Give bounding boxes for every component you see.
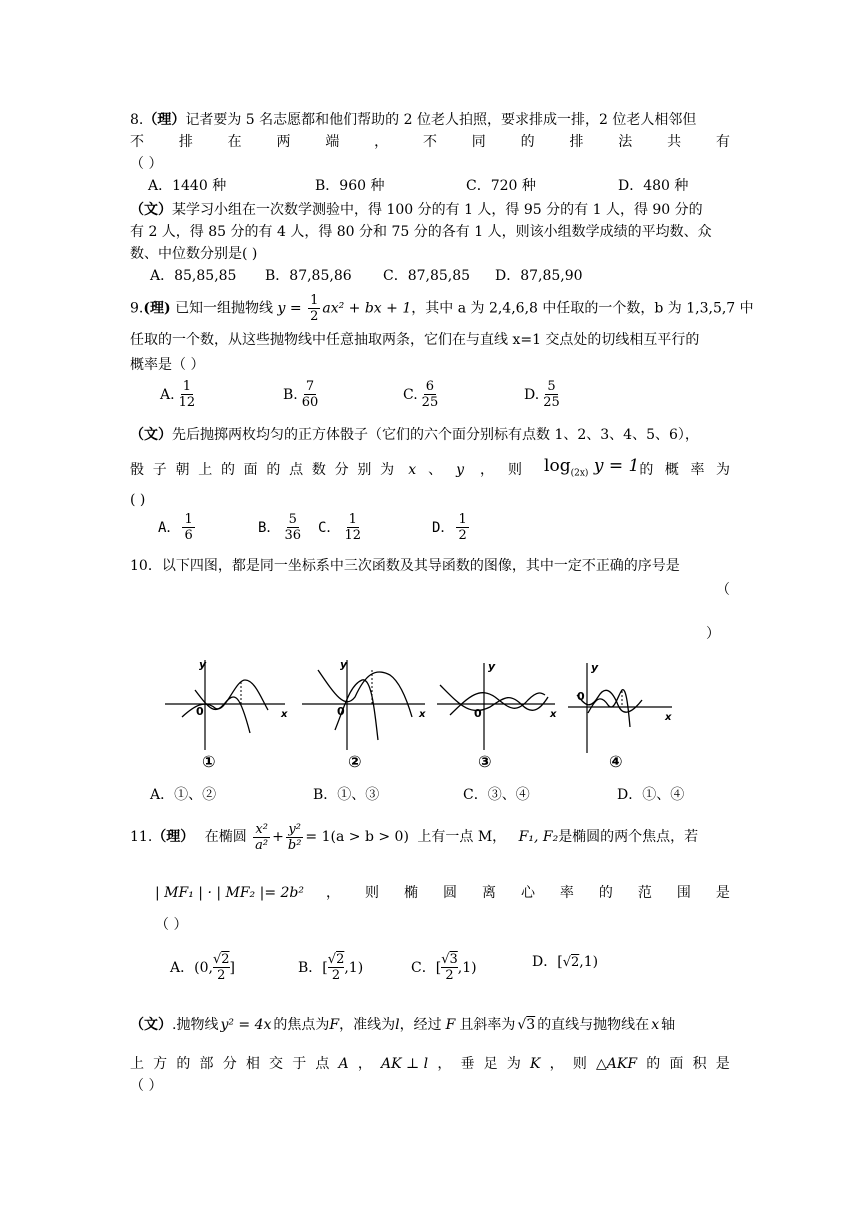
- q10-paren-open: （: [716, 582, 730, 598]
- q8-spread-char-5: ，: [374, 134, 389, 150]
- q9w-option-label: B．: [258, 519, 281, 536]
- q11w-spread-item-18: 则: [572, 1056, 587, 1072]
- q9w-spread-char-8: 数: [311, 461, 326, 478]
- q8w-option-C[interactable]: C．87,85,85: [383, 268, 471, 284]
- q11-spread-char-2: 椭: [403, 885, 418, 901]
- q11-spread-char-8: 范: [637, 885, 652, 901]
- q8-spread-char-1: 排: [178, 134, 193, 150]
- q9-formula-eq: =: [285, 300, 307, 317]
- graph-2-origin: 0: [337, 705, 345, 718]
- graph-1: [165, 658, 288, 771]
- q9w-option-den: 12: [344, 528, 361, 543]
- graph-4-curve-b: [588, 690, 630, 727]
- q8w-option-A[interactable]: A．85,85,85: [150, 268, 237, 284]
- q11w-e: 且斜率为: [459, 1017, 516, 1033]
- q8-spread-char-8: 的: [520, 134, 535, 150]
- q11w-spread-item-8: 点: [315, 1056, 330, 1072]
- q11-option-B[interactable]: [298, 952, 363, 983]
- q11-spread-char-7: 的: [598, 885, 613, 901]
- q11-option-C[interactable]: [411, 952, 477, 983]
- q8-option-A[interactable]: A．1440 种: [148, 178, 227, 194]
- graph-3-curve-a: [440, 685, 548, 711]
- q9w-spread-char-11: 为: [380, 461, 395, 478]
- q9w-log-base: (2x): [570, 468, 589, 479]
- q11w-spread-item-19: △AKF: [595, 1056, 638, 1072]
- q8w-stem1: 某学习小组在一次数学测验中，得 100 分的有 1 人，得 95 分的有 1 人，得 90 分的: [172, 202, 703, 218]
- q9-tag: (理): [143, 300, 171, 317]
- graph-1-curve-a: [182, 680, 268, 717]
- q8-spread-char-10: 法: [618, 134, 633, 150]
- q9w-option-den: 36: [284, 528, 301, 543]
- q11w-spread-item-6: 交: [269, 1056, 284, 1072]
- q11w-line2: [130, 1054, 730, 1074]
- q11-option-pre: [: [322, 959, 328, 976]
- q9w-tag: （文）: [130, 427, 172, 443]
- q9-option-label: C.: [403, 386, 418, 403]
- q9w-option-fraction: [182, 512, 194, 543]
- q11-option-den: 2: [445, 968, 454, 983]
- q11w-eq: y² = 4x: [220, 1017, 272, 1033]
- q9-option-label: A.: [160, 386, 175, 403]
- q11w-spread-item-5: 相: [245, 1056, 260, 1072]
- q11w-spread-item-13: 垂: [460, 1056, 475, 1072]
- q11w-spread-item-22: 积: [692, 1056, 707, 1072]
- q11w-b: 的焦点为: [273, 1017, 330, 1033]
- q10-graphs: [0, 655, 860, 775]
- q11-option-post: ,1): [344, 959, 364, 976]
- q11-option-rad: 2: [221, 952, 230, 967]
- q11w-spread-item-15: 为: [506, 1056, 521, 1072]
- q9w-log: log: [544, 456, 571, 476]
- q9-formula-y: y: [277, 300, 286, 317]
- graph-1-y-label: y: [199, 658, 207, 671]
- q11w-spread-item-0: 上: [130, 1056, 144, 1072]
- q11-pre: 在椭圆: [204, 829, 247, 845]
- q9-option-A[interactable]: [160, 379, 199, 410]
- q8-spread-char-11: 共: [667, 134, 682, 150]
- q9w-spread-char-10: 别: [357, 461, 372, 478]
- q11-spread-char-5: 心: [520, 885, 535, 901]
- q11-number: 11.: [130, 829, 153, 845]
- q9w-y: y: [456, 461, 465, 478]
- q11-spread-char-9: 围: [676, 885, 691, 901]
- q9w-line2: [130, 456, 730, 483]
- q9-line3: 概率是（ ）: [130, 357, 205, 373]
- q9w-x: x: [408, 461, 417, 478]
- q9-half-num: 1: [310, 293, 319, 308]
- q9-line2: 任取的一个数，从这些抛物线中任意抽取两条，它们在与直线 x=1 交点处的切线相互平行的: [130, 332, 700, 348]
- q11-frac-x: [253, 822, 270, 853]
- q9-option-fraction: [541, 379, 562, 410]
- q9w-comma: ，: [480, 461, 495, 478]
- q9w-option-C[interactable]: [318, 512, 365, 543]
- q9w-option-D[interactable]: [432, 512, 471, 543]
- q11w-a: .抛物线: [172, 1017, 219, 1033]
- q9w-tail-char-1: 概: [664, 461, 679, 478]
- q9-option-num: 5: [547, 379, 556, 394]
- q11w-spread-item-1: 方: [153, 1056, 168, 1072]
- q10-option-D[interactable]: D．①、④: [617, 787, 685, 803]
- q8-stem: 记者要为 5 名志愿都和他们帮助的 2 位老人拍照，要求排成一排，2 位老人相邻但: [185, 112, 697, 128]
- q11-post2: 是椭圆的两个焦点，若: [558, 829, 699, 845]
- q11-option-radical: [563, 955, 580, 970]
- q8-option-C[interactable]: C．720 种: [466, 178, 536, 194]
- q8w-tag: （文）: [130, 202, 172, 218]
- q11w-spread-item-3: 部: [199, 1056, 214, 1072]
- q11w-answer-paren: （ ）: [130, 1078, 163, 1094]
- q11-spread-char-4: 离: [481, 885, 496, 901]
- graph-4-x-label: x: [665, 712, 672, 723]
- q8w-option-D[interactable]: D．87,85,90: [495, 268, 583, 284]
- graph-4-label: ④: [609, 752, 623, 771]
- q11-spread-char-6: 率: [559, 885, 574, 901]
- q9-post: ，其中 a 为 2,4,6,8 中任取的一个数，b 为 1,3,5,7 中: [411, 300, 754, 317]
- q8-option-D[interactable]: D．480 种: [618, 178, 689, 194]
- q11-option-post: ]: [229, 959, 235, 976]
- q9w-spread-char-5: 面: [243, 461, 258, 478]
- q8-number: 8.: [130, 112, 144, 128]
- graph-1-origin: 0: [196, 705, 204, 718]
- q9w-option-den: 6: [184, 528, 193, 543]
- q11-spread: [326, 883, 730, 903]
- q9-half-den: 2: [310, 309, 319, 324]
- q8-spread-char-7: 同: [471, 134, 486, 150]
- q11-elly: y²: [288, 821, 301, 837]
- q9w-tail-char-3: 为: [716, 461, 730, 478]
- graph-2-y-label: y: [340, 658, 348, 671]
- q8-spread-char-0: 不: [130, 134, 144, 150]
- q9-option-den: 25: [543, 395, 560, 410]
- q10-stem: 10．以下四图，都是同一坐标系中三次函数及其导函数的图像，其中一定不正确的序号是: [130, 558, 680, 574]
- q11-option-post: ,1): [457, 959, 477, 976]
- q11w-line1: [130, 1015, 675, 1035]
- q9-formula-rest: ax² + bx + 1: [322, 300, 412, 317]
- q9-pre: 已知一组抛物线: [175, 300, 274, 317]
- q8-tag: （理）: [143, 112, 186, 128]
- q9w-answer-paren: ( ): [130, 492, 146, 508]
- q11w-f: 的直线与抛物线在: [537, 1017, 650, 1033]
- q11-option-post: ,1): [579, 954, 599, 970]
- q11-option-label: D．: [532, 954, 558, 970]
- q9-option-num: 1: [182, 379, 191, 394]
- q9w-option-fraction: [342, 512, 363, 543]
- q11w-spread-item-14: 足: [483, 1056, 498, 1072]
- graph-2-label: ②: [348, 752, 362, 771]
- q9w-spread: [130, 460, 394, 480]
- q11-option-rad: 2: [336, 952, 345, 967]
- graph-4-y-label: y: [591, 661, 599, 674]
- graph-1-label: ①: [202, 752, 216, 771]
- q8-spread-char-9: 排: [569, 134, 584, 150]
- q11-option-label: A．: [170, 959, 195, 976]
- q11-option-sqrt: √2: [327, 952, 345, 967]
- q11w-spread-item-20: 的: [646, 1056, 661, 1072]
- graph-4: [568, 661, 672, 771]
- q9w-log-rest: y = 1: [593, 456, 640, 476]
- q11-option-radical: [441, 952, 458, 983]
- q8-option-B[interactable]: B．960 种: [315, 178, 385, 194]
- q8-spread-char-2: 在: [227, 134, 242, 150]
- q9-option-fraction: [177, 379, 198, 410]
- q11w-spread-item-9: A: [338, 1056, 349, 1072]
- q11-line2: [155, 883, 730, 903]
- q11w-F2: F: [445, 1017, 456, 1033]
- q9w-option-num: 1: [458, 512, 467, 527]
- q10-option-B[interactable]: B．①、③: [313, 787, 380, 803]
- graph-3-label: ③: [478, 752, 492, 771]
- q9w-tail: [639, 460, 730, 480]
- q11w-c: ，准线为: [339, 1017, 396, 1033]
- q11-option-pre: [: [435, 959, 442, 976]
- q11-ella: a²: [255, 837, 269, 853]
- q9w-then: 则: [508, 461, 523, 478]
- q11w-spread-item-7: 于: [292, 1056, 307, 1072]
- q11-option-sqrt: √3: [441, 952, 458, 967]
- q11w-spread-item-16: K: [530, 1056, 541, 1072]
- graph-1-x-label: x: [281, 709, 288, 720]
- graph-4-origin: 0: [577, 690, 585, 703]
- q9w-spread-char-4: 的: [220, 461, 235, 478]
- q11-option-rad: 3: [449, 952, 458, 967]
- q9w-spread-char-0: 骰: [130, 461, 144, 478]
- q9-option-label: B.: [283, 386, 298, 403]
- graph-3-origin: 0: [474, 707, 482, 720]
- q11-tag: （理）: [152, 829, 195, 845]
- q11-answer-paren: （ ）: [155, 917, 188, 933]
- q9w-option-fraction: [282, 512, 303, 543]
- q8-line2: [130, 132, 730, 152]
- q11-option-A[interactable]: [170, 952, 235, 983]
- q9w-spread-char-9: 分: [334, 461, 349, 478]
- q11w-spread-item-2: 的: [176, 1056, 191, 1072]
- q8-spread-char-3: 两: [276, 134, 291, 150]
- q8-spread-char-12: 有: [715, 134, 730, 150]
- q9w-option-label: A．: [158, 519, 181, 536]
- q11-condition: | MF₁ | · | MF₂ |= 2b²: [155, 885, 305, 901]
- q11-frac-y: [286, 822, 304, 853]
- q11w-spread-item-23: 是: [715, 1056, 730, 1072]
- q11-ellx: x²: [255, 821, 268, 837]
- q9w-spread-char-3: 上: [198, 461, 213, 478]
- q9w-stem1: 先后抛掷两枚均匀的正方体骰子（它们的六个面分别标有点数 1、2、3、4、5、6），: [172, 427, 699, 443]
- q9w-option-A[interactable]: [158, 512, 197, 543]
- q9w-option-label: C．: [318, 519, 341, 536]
- q11-foci: F₁, F₂: [518, 829, 559, 845]
- q10-paren-close: ）: [706, 626, 720, 642]
- q9-option-label: D.: [524, 386, 540, 403]
- q11w-sqrt3: √3: [517, 1017, 536, 1033]
- q11-option-pre: (0,: [194, 959, 213, 976]
- q11w-spread-item-17: ，: [549, 1056, 564, 1072]
- q11w-spread-item-12: ，: [437, 1056, 452, 1072]
- q11-spread-char-0: ，: [326, 885, 341, 901]
- q11-ell-rest: = 1(a > b > 0): [305, 829, 409, 845]
- q9w-option-num: 1: [348, 512, 357, 527]
- q11-option-label: C．: [411, 959, 436, 976]
- q9w-option-fraction: [456, 512, 468, 543]
- q8w-line3: 数、中位数分别是( ): [130, 246, 258, 262]
- q11w-spread-item-10: ，: [357, 1056, 372, 1072]
- q11w-l: l: [395, 1017, 400, 1033]
- q8w-line2: 有 2 人，得 85 分的有 4 人，得 80 分和 75 分的各有 1 人，则该小组数学成绩的平均数、众: [130, 224, 712, 240]
- q9w-spread-char-1: 子: [152, 461, 167, 478]
- q11-option-sqrt: √2: [212, 952, 230, 967]
- q8-line1: [130, 110, 696, 130]
- q9w-option-label: D．: [432, 519, 455, 536]
- graph-3: [437, 660, 557, 771]
- q11-option-den: 2: [331, 968, 341, 983]
- q11-option-radical: [213, 952, 230, 983]
- q9w-spread-char-6: 的: [266, 461, 281, 478]
- q8-spread-char-6: 不: [422, 134, 437, 150]
- q11-option-rad: 2: [571, 954, 580, 970]
- q10-option-C[interactable]: C．③、④: [463, 787, 530, 803]
- graph-3-y-label: y: [488, 660, 496, 673]
- q9w-option-num: 5: [288, 512, 297, 527]
- q11w-spread-item-11: AK ⊥ l: [381, 1056, 429, 1072]
- q8w-option-B[interactable]: B．87,85,86: [265, 268, 352, 284]
- q8w-line1: [130, 200, 703, 220]
- q9-option-B[interactable]: [283, 379, 322, 410]
- q11w-g: 轴: [661, 1017, 676, 1033]
- q11-spread-char-1: 则: [365, 885, 379, 901]
- q11-ellb: b²: [287, 837, 302, 853]
- graph-2: [302, 658, 426, 771]
- q9w-spread-char-7: 点: [289, 461, 304, 478]
- q9-option-den: 25: [421, 395, 439, 410]
- q11-spread-char-3: 圆: [442, 885, 457, 901]
- q11-option-den: 2: [217, 968, 226, 983]
- q11w-spread-item-21: 面: [669, 1056, 684, 1072]
- q8-answer-paren: （ ）: [130, 156, 163, 172]
- q9-half: [308, 293, 320, 324]
- q11w-F: F: [329, 1017, 340, 1033]
- q9w-spread-char-2: 朝: [175, 461, 190, 478]
- q11-option-sqrt: √2: [562, 954, 580, 970]
- q11-option-radical: [328, 952, 345, 983]
- q9-line1: [130, 293, 754, 324]
- q9w-option-den: 2: [458, 528, 467, 543]
- q11-option-D[interactable]: [532, 952, 598, 972]
- q11w-tag: （文）: [130, 1017, 172, 1033]
- q9w-sep: 、: [428, 461, 443, 478]
- q11w-sqrt3-val: 3: [526, 1017, 536, 1033]
- q9-number: 9.: [130, 300, 144, 317]
- q9-option-D[interactable]: [524, 379, 564, 410]
- q9w-option-B[interactable]: [258, 512, 305, 543]
- q9-option-num: 7: [305, 379, 315, 394]
- graph-2-curve-a: [318, 670, 412, 717]
- q11w-d: ，经过: [399, 1017, 442, 1033]
- q9w-option-num: 1: [184, 512, 193, 527]
- q10-option-A[interactable]: A．①、②: [150, 787, 217, 803]
- q9-option-fraction: [420, 379, 441, 410]
- q11-option-pre: [: [557, 954, 563, 970]
- graph-3-x-label: x: [550, 709, 557, 720]
- q11-option-label: B．: [298, 959, 323, 976]
- q9w-tail-char-0: 的: [639, 461, 654, 478]
- q11-spread-char-10: 是: [715, 885, 730, 901]
- q9-option-fraction: [300, 379, 321, 410]
- q11w-x: x: [651, 1017, 660, 1033]
- q9-option-C[interactable]: [403, 379, 442, 410]
- q8-spread-char-4: 端: [325, 134, 340, 150]
- q9w-tail-char-2: 率: [690, 461, 705, 478]
- q9w-line1: [130, 425, 699, 445]
- graph-2-x-label: x: [419, 709, 426, 720]
- q9-option-den: 12: [178, 395, 196, 410]
- q9-option-den: 60: [301, 395, 319, 410]
- q11-line1: 11.（理） 在椭圆 $\frac{\text{x²}}{\text{a²}}$ + $\frac{\text{y²}}{\text{b²}}$ = 1(a > b > 0) 上有一点 M， F₁, F₂是椭圆的两个焦点，若: [130, 821, 699, 853]
- q11-post: 上有一点 M，: [417, 829, 507, 845]
- q9-option-num: 6: [425, 379, 435, 394]
- q11w-spread-item-4: 分: [222, 1056, 237, 1072]
- q9w-log-expr: [544, 456, 639, 483]
